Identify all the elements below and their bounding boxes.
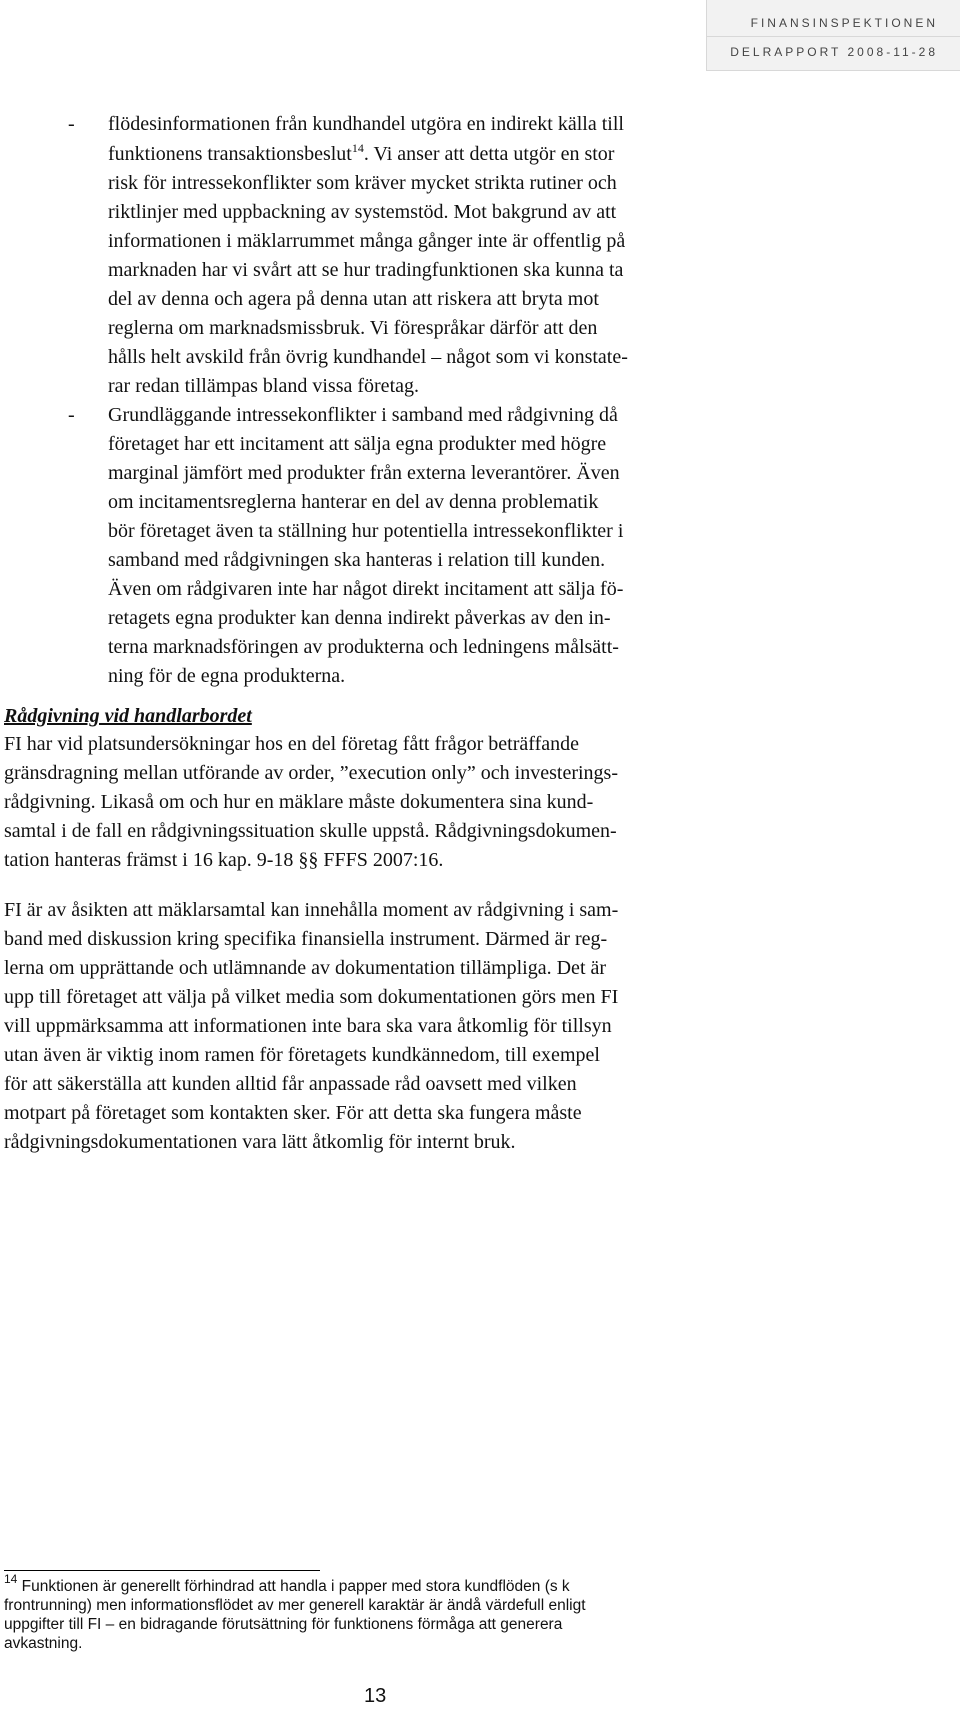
bullet-line: del av denna och agera på denna utan att riskera att bryta mot: [108, 288, 599, 310]
bullet-line-with-footnote: [108, 143, 614, 166]
bullet-line: företaget har ett incitament att sälja egna produkter med högre: [108, 433, 607, 455]
bullet-line: Även om rådgivaren inte har något direkt incitament att sälja fö-: [108, 578, 624, 600]
footnote-line: uppgifter till FI – en bidragande förutsättning för funktionens förmåga att generera: [4, 1616, 563, 1633]
header-report-date: DELRAPPORT 2008-11-28: [730, 45, 938, 59]
paragraph-line: lerna om upprättande och utlämnande av dokumentation tillämpliga. Det är: [4, 957, 607, 979]
paragraph-line: FI har vid platsundersökningar hos en del företag fått frågor beträffande: [4, 733, 579, 755]
bullet-line: ning för de egna produkterna.: [108, 665, 346, 687]
paragraph-line: gränsdragning mellan utförande av order, ”execution only” och investerings-: [4, 762, 618, 784]
bullet-line: flödesinformationen från kundhandel utgöra en indirekt källa till: [108, 113, 624, 135]
bullet-line-text: funktionens transaktionsbeslut: [108, 143, 352, 165]
paragraph-line: samtal i de fall en rådgivningssituation skulle uppstå. Rådgivningsdokumen-: [4, 820, 617, 842]
bullet-line: terna marknadsföringen av produkterna och ledningens målsätt-: [108, 636, 619, 658]
bullet-line: informationen i mäklarrummet många gånger inte är offentlig på: [108, 230, 626, 252]
bullet-line: reglerna om marknadsmissbruk. Vi förespråkar därför att den: [108, 317, 598, 339]
bullet-line: rar redan tillämpas bland vissa företag.: [108, 375, 419, 397]
paragraph-line: motpart på företaget som kontakten sker. För att detta ska fungera måste: [4, 1102, 582, 1124]
footnote-separator: [4, 1570, 320, 1571]
paragraph-line: utan även är viktig inom ramen för företagets kundkännedom, till exempel: [4, 1044, 600, 1066]
paragraph-line: tation hanteras främst i 16 kap. 9-18 §§ FFFS 2007:16.: [4, 849, 444, 871]
footnote-line: [4, 1572, 570, 1596]
bullet-line: riktlinjer med uppbackning av systemstöd. Mot bakgrund av att: [108, 201, 617, 223]
bullet-line: samband med rådgivningen ska hanteras i relation till kunden.: [108, 549, 606, 571]
paragraph-line: FI är av åsikten att mäklarsamtal kan innehålla moment av rådgivning i sam-: [4, 899, 619, 921]
bullet-line: hålls helt avskild från övrig kundhandel – något som vi konstate-: [108, 346, 628, 368]
bullet-line: bör företaget även ta ställning hur potentiella intressekonflikter i: [108, 520, 624, 542]
paragraph-line: rådgivningsdokumentationen vara lätt åtkomlig för internt bruk.: [4, 1131, 516, 1153]
footnote-line: frontrunning) men informationsflödet av mer generell karaktär är ändå värdefull enligt: [4, 1597, 586, 1614]
bullet-dash: -: [68, 113, 75, 135]
paragraph-line: band med diskussion kring specifika finansiella instrument. Därmed är reg-: [4, 928, 608, 950]
bullet-line: marknaden har vi svårt att se hur tradingfunktionen ska kunna ta: [108, 259, 624, 281]
page-number: 13: [364, 1685, 387, 1707]
bullet-line: risk för intressekonflikter som kräver mycket strikta rutiner och: [108, 172, 617, 194]
footnote-number: 14: [4, 1572, 18, 1586]
bullet-line-text: . Vi anser att detta utgör en stor: [363, 143, 615, 165]
header-organization: FINANSINSPEKTIONEN: [750, 16, 938, 30]
footnote-line: avkastning.: [4, 1635, 83, 1652]
section-heading: Rådgivning vid handlarbordet: [4, 705, 252, 727]
bullet-line: Grundläggande intressekonflikter i samband med rådgivning då: [108, 404, 618, 426]
footnote-text: Funktionen är generellt förhindrad att handla i papper med stora kundflöden (s k: [21, 1578, 570, 1595]
paragraph-line: upp till företaget att välja på vilket media som dokumentationen görs men FI: [4, 986, 619, 1008]
bullet-dash: -: [68, 404, 75, 426]
paragraph-line: för att säkerställa att kunden alltid får anpassade råd oavsett med vilken: [4, 1073, 577, 1095]
paragraph-line: rådgivning. Likaså om och hur en mäklare måste dokumentera sina kund-: [4, 791, 594, 813]
footnote-reference[interactable]: 14: [351, 141, 364, 155]
bullet-line: retagets egna produkter kan denna indirekt påverkas av den in-: [108, 607, 611, 629]
bullet-line: marginal jämfört med produkter från externa leverantörer. Även: [108, 462, 620, 484]
header-divider: [706, 36, 960, 37]
bullet-line: om incitamentsreglerna hanterar en del av denna problematik: [108, 491, 599, 513]
paragraph-line: vill uppmärksamma att informationen inte bara ska vara åtkomlig för tillsyn: [4, 1015, 612, 1037]
